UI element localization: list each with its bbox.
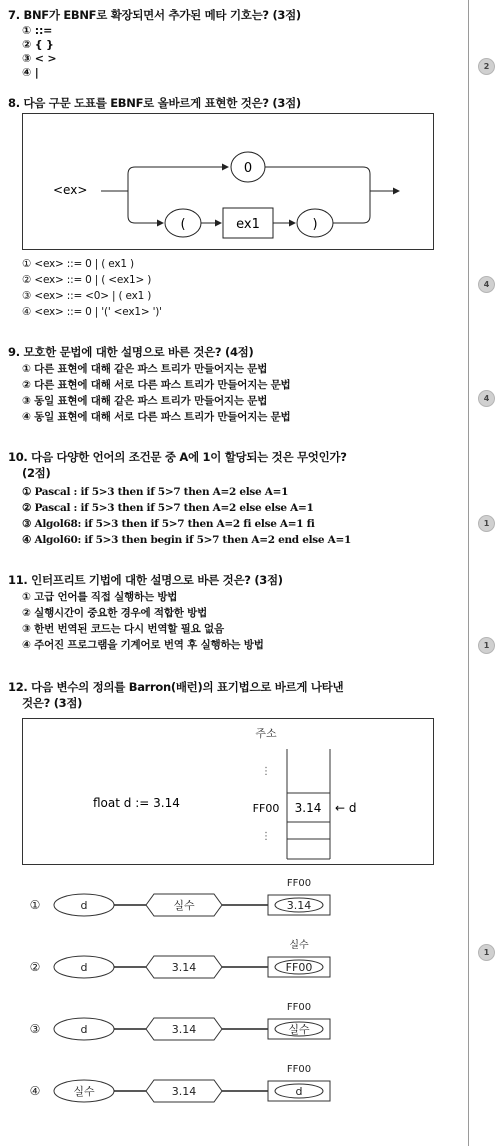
- question-11-title: 11. 인터프리트 기법에 대한 설명으로 바른 것은? (3점): [8, 573, 283, 587]
- dots-bottom: ⋮: [261, 831, 271, 842]
- q7-option-4[interactable]: ④ |: [22, 66, 39, 79]
- question-10-title-line1: 10. 다음 다양한 언어의 조건문 중 A에 1이 할당되는 것은 무엇인가?: [8, 450, 347, 464]
- barron-choice-2-value: FF00: [285, 961, 313, 974]
- barron-choice-3-attribute: 3.14: [171, 1023, 197, 1036]
- arrow-label: ← d: [335, 801, 357, 815]
- memory-figure: [23, 719, 433, 864]
- syntax-diagram-box: [22, 113, 434, 250]
- diagram-rparen-text: ): [312, 217, 318, 232]
- barron-choice-1-number: ①: [29, 898, 41, 912]
- q8-option-4[interactable]: ④ <ex> ::= 0 | '(' <ex1> ')': [22, 306, 162, 318]
- q8-option-1[interactable]: ① <ex> ::= 0 | ( ex1 ): [22, 258, 134, 270]
- diagram-ex1-text: ex1: [236, 217, 260, 232]
- barron-choice-2-number: ②: [29, 960, 41, 974]
- barron-choice-4-number: ④: [29, 1084, 41, 1098]
- q7-option-2[interactable]: ② { }: [22, 38, 54, 51]
- question-12-title-line1: 12. 다음 변수의 정의를 Barron(배런)의 표기법으로 바르게 나타낸: [8, 680, 344, 694]
- barron-choice-3-name: d: [80, 1023, 88, 1036]
- diagram-zero-text: 0: [243, 161, 253, 176]
- score-badge-q9: 4: [478, 390, 495, 407]
- q10-option-2[interactable]: ② Pascal : if 5>3 then if 5>7 then A=2 else else A=1: [22, 502, 314, 514]
- score-badge-q10: 1: [478, 515, 495, 532]
- question-9-title: 9. 모호한 문법에 대한 설명으로 바른 것은? (4점): [8, 345, 254, 359]
- barron-choice-3-location: FF00: [286, 1002, 312, 1013]
- question-7-title: 7. BNF가 EBNF로 확장되면서 추가된 메타 기호는? (3점): [8, 8, 301, 22]
- declaration-text: float d := 3.14: [93, 796, 180, 810]
- barron-choices: [0, 875, 466, 1125]
- barron-choice-4-value: d: [295, 1085, 303, 1098]
- q9-option-1[interactable]: ① 다른 표현에 대해 같은 파스 트리가 만들어지는 문법: [22, 363, 268, 375]
- barron-choice-4-location: FF00: [286, 1064, 312, 1075]
- q9-option-2[interactable]: ② 다른 표현에 대해 서로 다른 파스 트리가 만들어지는 문법: [22, 379, 291, 391]
- barron-choice-2-location: 실수: [289, 940, 309, 951]
- barron-choice-1-attribute: 실수: [173, 899, 195, 912]
- q8-option-2[interactable]: ② <ex> ::= 0 | ( <ex1> ): [22, 274, 152, 286]
- score-badge-q8: 4: [478, 276, 495, 293]
- q11-option-1[interactable]: ① 고급 언어를 직접 실행하는 방법: [22, 591, 178, 603]
- q10-option-1[interactable]: ① Pascal : if 5>3 then if 5>7 then A=2 else A=1: [22, 486, 289, 498]
- question-12-title-line2: 것은? (3점): [22, 696, 83, 710]
- column-divider: [468, 0, 469, 1146]
- score-badge-q12: 1: [478, 944, 495, 961]
- q10-option-3[interactable]: ③ Algol68: if 5>3 then if 5>7 then A=2 fi else A=1 fi: [22, 518, 315, 530]
- diagram-lparen-text: (: [180, 217, 186, 232]
- barron-choice-1-name: d: [80, 899, 88, 912]
- question-10-title-line2: (2점): [22, 466, 51, 480]
- barron-choice-2-name: d: [80, 961, 88, 974]
- barron-choice-1-value: 3.14: [286, 899, 312, 912]
- q11-option-4[interactable]: ④ 주어진 프로그램을 기계어로 번역 후 실행하는 방법: [22, 639, 264, 651]
- barron-choice-3-value: 실수: [288, 1023, 310, 1036]
- q11-option-2[interactable]: ② 실행시간이 중요한 경우에 적합한 방법: [22, 607, 208, 619]
- q7-option-3[interactable]: ③ < >: [22, 52, 57, 65]
- barron-choice-3-number: ③: [29, 1022, 41, 1036]
- barron-choice-1-location: FF00: [286, 878, 312, 889]
- q9-option-3[interactable]: ③ 동일 표현에 대해 같은 파스 트리가 만들어지는 문법: [22, 395, 268, 407]
- q7-option-1[interactable]: ① ::=: [22, 24, 53, 37]
- q9-option-4[interactable]: ④ 동일 표현에 대해 서로 다른 파스 트리가 만들어지는 문법: [22, 411, 291, 423]
- q11-option-3[interactable]: ③ 한번 번역된 코드는 다시 번역할 필요 없음: [22, 623, 224, 635]
- score-badge-q7: 2: [478, 58, 495, 75]
- barron-choice-2-attribute: 3.14: [171, 961, 197, 974]
- address-label: FF00: [252, 802, 280, 815]
- score-badge-q11: 1: [478, 637, 495, 654]
- memory-figure-box: [22, 718, 434, 865]
- dots-top: ⋮: [261, 766, 271, 777]
- question-8-title: 8. 다음 구문 도표를 EBNF로 올바르게 표현한 것은? (3점): [8, 96, 301, 110]
- q10-option-4[interactable]: ④ Algol60: if 5>3 then begin if 5>7 then A=2 end else A=1: [22, 534, 351, 546]
- syntax-diagram: [23, 114, 433, 249]
- barron-choice-4-attribute: 3.14: [171, 1085, 197, 1098]
- address-header: 주소: [255, 727, 277, 740]
- q8-option-3[interactable]: ③ <ex> ::= <0> | ( ex1 ): [22, 290, 152, 302]
- barron-choice-4-name: 실수: [73, 1085, 95, 1098]
- cell-value: 3.14: [294, 801, 322, 815]
- diagram-ex-label: <ex>: [53, 183, 88, 197]
